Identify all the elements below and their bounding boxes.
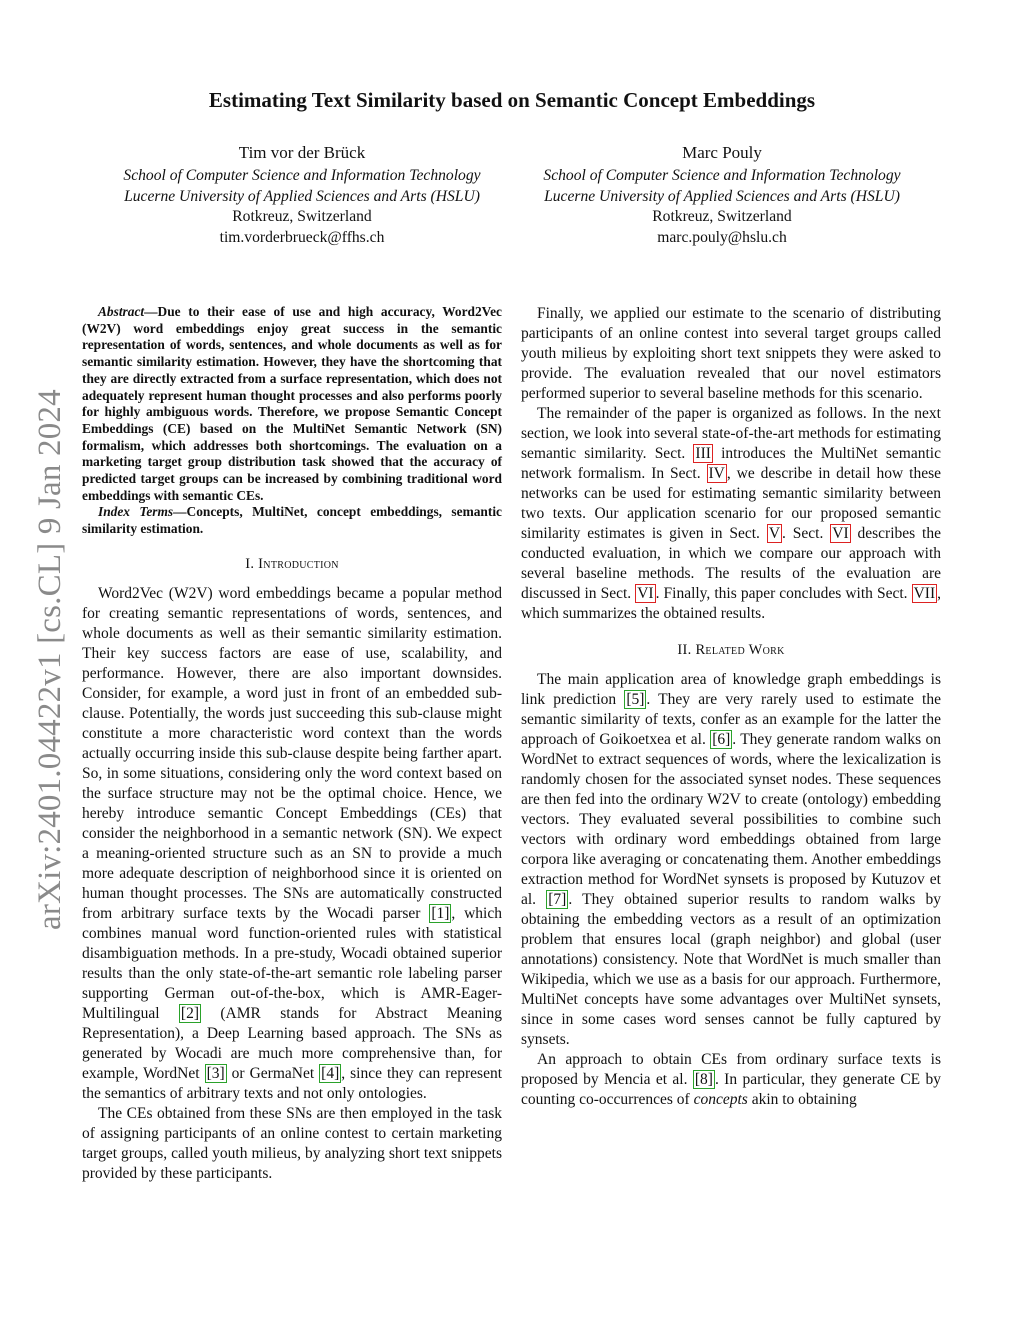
abstract-label: Abstract [98, 304, 145, 319]
citation-link[interactable]: [1] [431, 904, 450, 922]
text-run: The remainder of the paper is organized as follows. In the next section, we look into several state-of-the-art methods for estimating semantic similarity. Sect. [521, 405, 941, 462]
text-run: . They are very rarely used to estimate the semantic similarity of texts, confer as an example for the latter the approach of Goikoetxea et al. [521, 691, 941, 748]
text-run: , which summarizes the obtained results. [521, 585, 941, 622]
section-link[interactable]: VI [637, 585, 654, 602]
abstract-text: —Due to their ease of use and high accuracy, Word2Vec (W2V) word embeddings enjoy great success in the semantic representation of words, sentences, and whole documents as well as for semantic similarity estimation. However, they have the shortcoming that they are directly extracted from a surface representation, which does not adequately represent human thought processes and also performs poorly for highly ambiguous words. Therefore, we propose Semantic Concept Embeddings (CE) based on the MultiNet Semantic Network (SN) formalism, which addresses both shortcomings. The evaluation on a marketing target group distribution task showed that the accuracy of predicted target groups can be increased by combining traditional word embeddings with semantic CEs. [82, 304, 502, 503]
author-name: Tim vor der Brück [238, 143, 366, 162]
right-column [521, 304, 941, 1110]
paper-title: Estimating Text Similarity based on Semantic Concept Embeddings [208, 88, 816, 112]
text-run: . They generate random walks on WordNet to extract sequences of words, where the lexicalization is randomly chosen for the associated synset nodes. These sequences are then fed into the ordinary W2V to create (ontology) embedding vectors. They evaluated several possibilities to combine such vectors with ordinary word embeddings obtained from large corpora like averaging or concatenating them. Another embeddings extraction method for WordNet synsets is proposed by Kutuzov et al. [521, 731, 941, 908]
related-paragraph-1 [521, 670, 941, 1050]
index-terms [82, 504, 502, 537]
author-block-1 [87, 143, 517, 249]
author-university: Lucerne University of Applied Sciences and Arts (HSLU) [544, 187, 900, 205]
intro-paragraph-3: Finally, we applied our estimate to the scenario of distributing participants of an online contest into several target groups called youth milieus by exploiting short text snippets they were asked to provide. The evaluation revealed that our novel estimators performed superior to several baseline methods for this scenario. [521, 305, 941, 402]
citation-link[interactable]: [4] [321, 1064, 340, 1082]
text-run: (AMR stands for Abstract Meaning Representation), a Deep Learning based approach. The SNs as generated by Wocadi are much more comprehensive than, for example, WordNet [82, 1004, 503, 1082]
author-location: Rotkreuz, Switzerland [232, 208, 372, 226]
section-link[interactable]: VI [832, 525, 849, 542]
section-link[interactable]: V [768, 525, 781, 542]
author-department: School of Computer Science and Information Technology [543, 166, 901, 184]
text-run: or GermaNet [226, 1064, 320, 1082]
text-run: The main application area of knowledge graph embeddings is link prediction [521, 671, 941, 708]
text-run: describes the conducted evaluation, in which we compare our approach with several baseline methods. The results of the evaluation are discussed in Sect. [521, 525, 941, 602]
author-block-2 [507, 143, 937, 249]
intro-paragraph-2: The CEs obtained from these SNs are then employed in the task of assigning participants of an online contest to certain marketing target groups, called youth milieus, by analyzing short text snippets provided by these participants. [82, 1104, 502, 1182]
arxiv-stamp-text: arXiv:2401.04422v1 [cs.CL] 9 Jan 2024 [32, 389, 68, 930]
intro-paragraph-1 [82, 584, 502, 1104]
section-link[interactable]: IV [708, 465, 725, 482]
text-run: akin to obtaining [747, 1091, 857, 1108]
text-run: Word2Vec (W2V) word embeddings became a popular method for creating semantic representations of words, sentences, and whole documents as well as their semantic similarity estimation. Their key success factors are ease of use, scalability, and performance. However, there are also important downsides. Consider, for example, a word just in front of an embedded sub-clause. Potentially, the words just succeeding this sub-clause might constitute a more characteristic word context than the words actually occurring inside this sub-clause despite being farther apart. So, in some situations, considering only the word context based on the surface structure may not be the optimal choice. Hence, we hereby introduce semantic Concept Embeddings (CEs) that consider the neighborhood in a semantic network (SN). We expect a meaning-oriented structure such as an SN to provide a much more adequate description of neighborhood since it is oriented on human thought processes. The SNs are automatically constructed from arbitrary surface texts by the Wocadi parser [82, 584, 502, 922]
emphasis-text: concepts [693, 1091, 748, 1108]
citation-link[interactable]: [5] [626, 691, 645, 708]
left-column [82, 304, 502, 1184]
text-run: , which combines manual word function-oriented rules with statistical disambiguation methods. In a pre-study, Wocadi obtained superior results than the only state-of-the-art semantic role labeling parser supporting German out-of-the-box, which is AMR-Eager-Multilingual [82, 904, 502, 1022]
text-run: . They obtained superior results to random walks by obtaining the embedding vectors as a result of an optimization problem that ensures local (graph neighbor) and global (user annotations) consistency. Note that WordNet is much smaller than Wikipedia, which we use as a basis for our approach. Furthermore, MultiNet concepts have some advantages over MultiNet synsets, since in some cases word senses cannot be fully captured by synsets. [521, 891, 942, 1048]
section-heading-introduction: I. Introduction [245, 555, 339, 572]
text-run: introduces the MultiNet semantic network formalism. In Sect. [521, 445, 941, 482]
text-run: , since they can represent the semantics of arbitrary texts and not only ontologies. [82, 1064, 503, 1102]
related-paragraph-2 [521, 1050, 941, 1110]
citation-link[interactable]: [3] [206, 1064, 225, 1082]
citation-link[interactable]: [7] [548, 891, 567, 908]
intro-paragraph-4 [521, 404, 941, 624]
author-department: School of Computer Science and Information Technology [123, 166, 481, 184]
section-link[interactable]: VII [913, 585, 936, 602]
index-terms-text: —Concepts, MultiNet, concept embeddings, semantic similarity estimation. [82, 504, 502, 537]
text-run: . In particular, they generate CE by counting co-occurrences of [521, 1071, 941, 1108]
author-university: Lucerne University of Applied Sciences and Arts (HSLU) [124, 187, 480, 205]
section-link[interactable]: III [695, 445, 711, 462]
text-run: , we describe in detail how these networks can be used for estimating semantic similarity between two texts. Our application scenario for our proposed semantic similarity estimates is given in Sect. [521, 465, 941, 542]
section-heading-related-work: II. Related Work [677, 642, 785, 658]
author-location: Rotkreuz, Switzerland [652, 208, 792, 226]
text-run: . Finally, this paper concludes with Sect. [655, 585, 912, 602]
author-email: tim.vorderbrueck@ffhs.ch [219, 229, 385, 247]
author-name: Marc Pouly [682, 143, 762, 162]
citation-link[interactable]: [8] [694, 1071, 713, 1088]
abstract [82, 304, 502, 504]
citation-link[interactable]: [2] [180, 1004, 199, 1022]
index-terms-label: Index Terms [98, 504, 174, 520]
text-run: . Sect. [782, 525, 831, 542]
text-run: An approach to obtain CEs from ordinary surface texts is proposed by Mencia et al. [521, 1051, 941, 1088]
author-email: marc.pouly@hslu.ch [657, 229, 787, 247]
citation-link[interactable]: [6] [712, 731, 731, 748]
